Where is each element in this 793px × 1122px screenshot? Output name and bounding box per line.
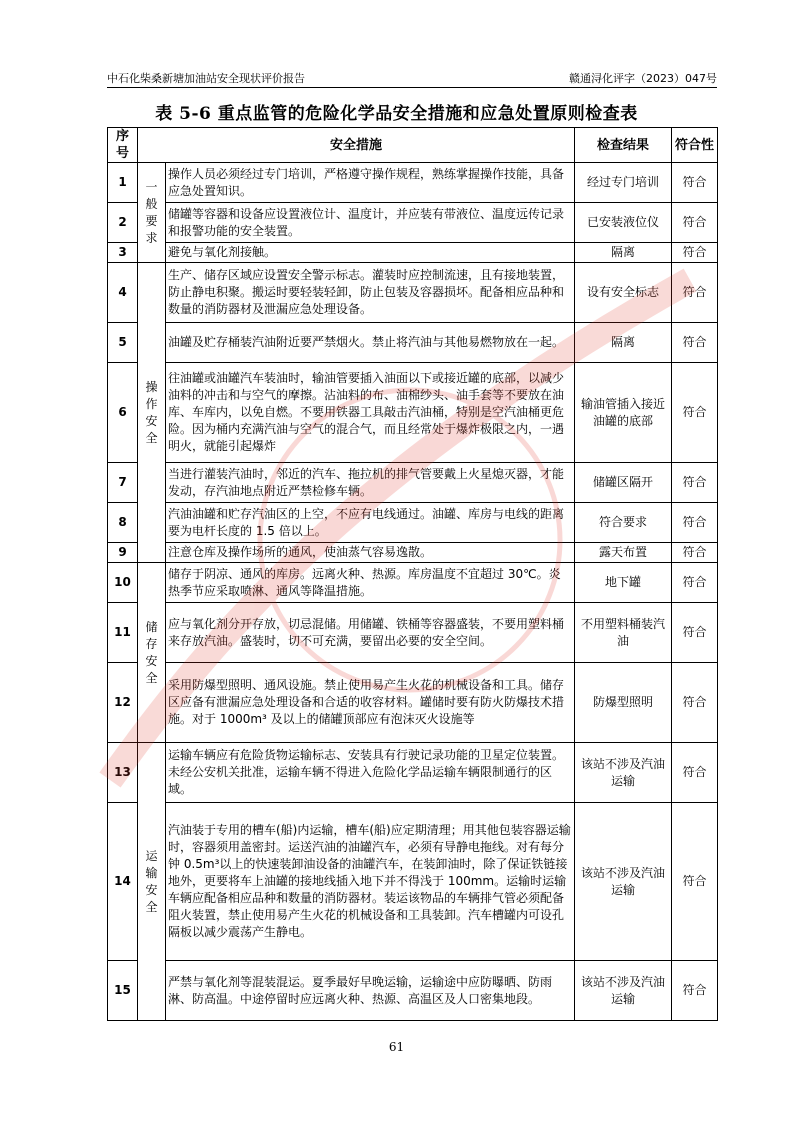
row-measure: 往油罐或油罐汽车装油时，输油管要插入油面以下或接近罐的底部，以减少油料的冲击和与空气的摩擦。沾油料的布、油棉纱头、油手套等不要放在油库、车库内，以免自燃。不要用铁器工具敲击汽油桶，特别是空汽油桶更危险。因为桶内充满汽油与空气的混合气，而且经常处于爆炸极限之内，一遇明火，就能引起爆炸: [166, 363, 575, 463]
row-no: 3: [108, 243, 138, 263]
row-measure: 油罐及贮存桶装汽油附近要严禁烟火。禁止将汽油与其他易燃物放在一起。: [166, 323, 575, 363]
table-title: 表 5-6 重点监管的危险化学品安全措施和应急处置原则检查表: [155, 104, 638, 124]
row-measure: 严禁与氧化剂等混装混运。夏季最好早晚运输，运输途中应防曝晒、防雨淋、防高温。中途停留时应远离火种、热源、高温区及人口密集地段。: [166, 961, 575, 1021]
row-no: 5: [108, 323, 138, 363]
row-conformity: 符合: [672, 743, 718, 803]
table-row: [108, 503, 718, 543]
row-no: 2: [108, 203, 138, 243]
row-result: 符合要求: [575, 503, 672, 543]
table-row: [108, 243, 718, 263]
row-no: 9: [108, 543, 138, 563]
row-measure: 储罐等容器和设备应设置液位计、温度计，并应装有带液位、温度远传记录和报警功能的安全装置。: [166, 203, 575, 243]
col-header-measure: 安全措施: [138, 128, 575, 163]
table-row: [108, 323, 718, 363]
table-row: [108, 603, 718, 663]
row-result: 隔离: [575, 243, 672, 263]
table-row: [108, 961, 718, 1021]
table-row: [108, 803, 718, 961]
row-measure: 生产、储存区域应设置安全警示标志。灌装时应控制流速，且有接地装置，防止静电积聚。搬运时要轻装轻卸，防止包装及容器损坏。配备相应品种和数量的消防器材及泄漏应急处理设备。: [166, 263, 575, 323]
category-storage: 储存安全: [138, 563, 166, 743]
page-number: 61: [388, 1040, 405, 1054]
category-operation: 操作安全: [138, 263, 166, 563]
category-transport: 运输安全: [138, 743, 166, 1021]
row-result: 该站不涉及汽油运输: [575, 743, 672, 803]
row-result: 储罐区隔开: [575, 463, 672, 503]
row-conformity: 符合: [672, 563, 718, 603]
table-header-row: [108, 128, 718, 163]
table-row: [108, 463, 718, 503]
row-result: 已安装液位仪: [575, 203, 672, 243]
row-no: 13: [108, 743, 138, 803]
table-row: [108, 743, 718, 803]
row-conformity: 符合: [672, 603, 718, 663]
col-header-result: 检查结果: [575, 128, 672, 163]
row-conformity: 符合: [672, 163, 718, 203]
row-conformity: 符合: [672, 961, 718, 1021]
row-result: 地下罐: [575, 563, 672, 603]
row-result: 防爆型照明: [575, 663, 672, 743]
header-right: 赣通浔化评字（2023）047号: [569, 72, 717, 85]
table-row: [108, 663, 718, 743]
table-row: [108, 163, 718, 203]
row-measure: 储存于阴凉、通风的库房。远离火种、热源。库房温度不宜超过 30℃。炎热季节应采取喷淋、通风等降温措施。: [166, 563, 575, 603]
safety-check-table: [107, 127, 718, 1021]
row-no: 11: [108, 603, 138, 663]
row-conformity: 符合: [672, 243, 718, 263]
row-no: 12: [108, 663, 138, 743]
row-result: 露天布置: [575, 543, 672, 563]
table-row: [108, 563, 718, 603]
col-header-conformity: 符合性: [672, 128, 718, 163]
row-conformity: 符合: [672, 263, 718, 323]
row-conformity: 符合: [672, 543, 718, 563]
row-conformity: 符合: [672, 503, 718, 543]
row-result: 输油管插入接近油罐的底部: [575, 363, 672, 463]
row-result: 该站不涉及汽油运输: [575, 803, 672, 961]
row-measure: 避免与氧化剂接触。: [166, 243, 575, 263]
row-conformity: 符合: [672, 663, 718, 743]
row-no: 7: [108, 463, 138, 503]
row-measure: 运输车辆应有危险货物运输标志、安装具有行驶记录功能的卫星定位装置。未经公安机关批准，运输车辆不得进入危险化学品运输车辆限制通行的区域。: [166, 743, 575, 803]
header-divider: [107, 87, 717, 88]
row-conformity: 符合: [672, 203, 718, 243]
table-row: [108, 263, 718, 323]
row-measure: 汽油装于专用的槽车(船)内运输，槽车(船)应定期清理；用其他包装容器运输时，容器须用盖密封。运送汽油的油罐汽车，必须有导静电拖线。对有每分钟 0.5m³以上的快速装卸油设备的油罐汽车，在装卸油时，除了保证铁链接地外，更要将车上油罐的接地线插入地下并不得浅于 100mm。运输时运输车辆应配备相应品种和数量的消防器材。装运该物品的车辆排气管必须配备阻火装置，禁止使用易产生火花的机械设备和工具装卸。汽车槽罐内可设孔隔板以减少震荡产生静电。: [166, 803, 575, 961]
col-header-no: 序号: [108, 128, 138, 163]
row-conformity: 符合: [672, 323, 718, 363]
row-conformity: 符合: [672, 463, 718, 503]
row-conformity: 符合: [672, 803, 718, 961]
row-result: 设有安全标志: [575, 263, 672, 323]
row-no: 10: [108, 563, 138, 603]
row-measure: 采用防爆型照明、通风设施。禁止使用易产生火花的机械设备和工具。储存区应备有泄漏应急处理设备和合适的收容材料。罐储时要有防火防爆技术措施。对于 1000m³ 及以上的储罐顶部应有泡沫灭火设施等: [166, 663, 575, 743]
row-measure: 当进行灌装汽油时，邻近的汽车、拖拉机的排气管要戴上火星熄灭器，才能发动，存汽油地点附近严禁检修车辆。: [166, 463, 575, 503]
row-result: 该站不涉及汽油运输: [575, 961, 672, 1021]
row-no: 6: [108, 363, 138, 463]
row-measure: 应与氧化剂分开存放，切忌混储。用储罐、铁桶等容器盛装，不要用塑料桶来存放汽油。盛装时，切不可充满，要留出必要的安全空间。: [166, 603, 575, 663]
row-measure: 操作人员必须经过专门培训，严格遵守操作规程，熟练掌握操作技能，具备应急处置知识。: [166, 163, 575, 203]
row-result: 隔离: [575, 323, 672, 363]
row-no: 1: [108, 163, 138, 203]
row-measure: 汽油油罐和贮存汽油区的上空，不应有电线通过。油罐、库房与电线的距离要为电杆长度的 1.5 倍以上。: [166, 503, 575, 543]
row-no: 4: [108, 263, 138, 323]
table-row: [108, 363, 718, 463]
row-no: 15: [108, 961, 138, 1021]
row-result: 不用塑料桶装汽油: [575, 603, 672, 663]
table-row: [108, 203, 718, 243]
category-general: 一般要求: [138, 163, 166, 263]
row-no: 14: [108, 803, 138, 961]
header-left: 中石化柴桑新塘加油站安全现状评价报告: [107, 72, 305, 85]
row-conformity: 符合: [672, 363, 718, 463]
table-row: [108, 543, 718, 563]
row-result: 经过专门培训: [575, 163, 672, 203]
row-measure: 注意仓库及操作场所的通风，使油蒸气容易逸散。: [166, 543, 575, 563]
row-no: 8: [108, 503, 138, 543]
